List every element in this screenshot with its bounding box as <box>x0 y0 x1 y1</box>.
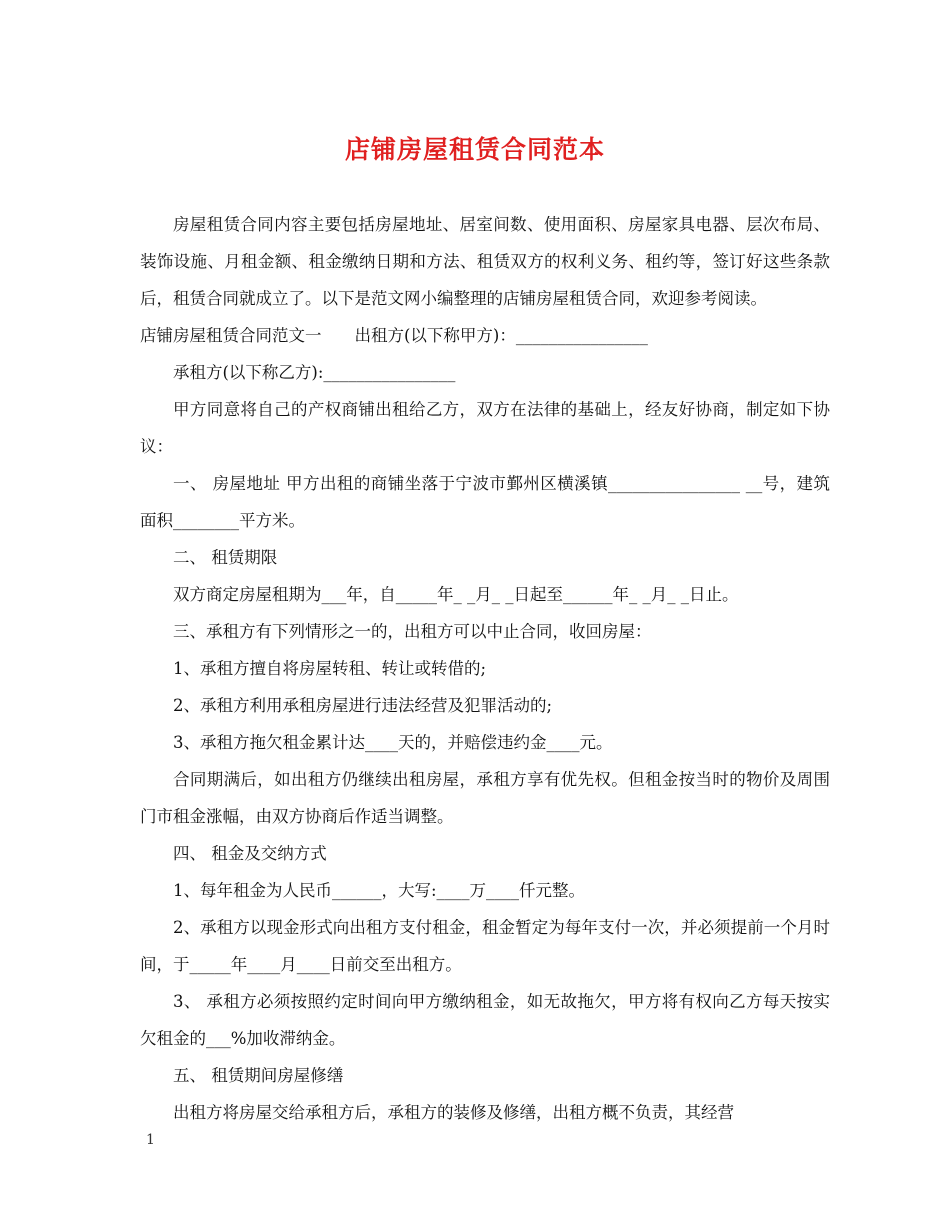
rent-item-2: 2、承租方以现金形式向出租方支付租金，租金暂定为每年支付一次，并必须提前一个月时间，于_____年____月____日前交至出租方。 <box>140 918 830 974</box>
intro-paragraph: 房屋租赁合同内容主要包括房屋地址、居室间数、使用面积、房屋家具电器、层次布局、装饰设施、月租金额、租金缴纳日期和方法、租赁双方的权利义务、租约等，签订好这些条款后，租赁合同就成立了。以下是范文网小编整理的店铺房屋租赁合同，欢迎参考阅读。 <box>140 215 830 308</box>
clause-rent-heading: 四、 租金及交纳方式 <box>173 844 327 863</box>
document-title: 店铺房屋租赁合同范本 <box>344 135 605 164</box>
document-body <box>140 206 830 1131</box>
clause-term-heading: 二、 租赁期限 <box>173 548 278 567</box>
clause-term-text: 双方商定房屋租期为___年，自_____年_ _月_ _日起至______年_ _月_ _日止。 <box>173 585 739 604</box>
contract-heading-lessor-line: 店铺房屋租赁合同范文一 出租方(以下称甲方)：________________ <box>140 326 648 345</box>
termination-item-2: 2、承租方利用承租房屋进行违法经营及犯罪活动的; <box>173 696 553 715</box>
rent-item-1: 1、每年租金为人民币______，大写:____万____仟元整。 <box>173 881 586 900</box>
repair-paragraph: 出租方将房屋交给承租方后，承租方的装修及修缮，出租方概不负责，其经营 <box>173 1103 734 1122</box>
clause-address: 一、 房屋地址 甲方出租的商铺坐落于宁波市鄞州区横溪镇________________ __号，建筑面积________平方米。 <box>140 474 830 530</box>
clause-repair-heading: 五、 租赁期间房屋修缮 <box>173 1066 344 1085</box>
termination-item-3: 3、承租方拖欠租金累计达____天的，并赔偿违约金____元。 <box>173 733 613 752</box>
page-number: 1 <box>146 1132 155 1148</box>
clause-termination-heading: 三、承租方有下列情形之一的，出租方可以中止合同，收回房屋： <box>173 622 652 641</box>
renewal-paragraph: 合同期满后，如出租方仍继续出租房屋，承租方享有优先权。但租金按当时的物价及周围门市租金涨幅，由双方协商后作适当调整。 <box>140 770 830 826</box>
lessee-line: 承租方(以下称乙方):________________ <box>173 363 456 382</box>
agreement-paragraph: 甲方同意将自己的产权商铺出租给乙方，双方在法律的基础上，经友好协商，制定如下协议： <box>140 400 830 456</box>
rent-item-3: 3、 承租方必须按照约定时间向甲方缴纳租金，如无故拖欠，甲方将有权向乙方每天按实欠租金的___%加收滞纳金。 <box>140 992 830 1048</box>
termination-item-1: 1、承租方擅自将房屋转租、转让或转借的; <box>173 659 487 678</box>
